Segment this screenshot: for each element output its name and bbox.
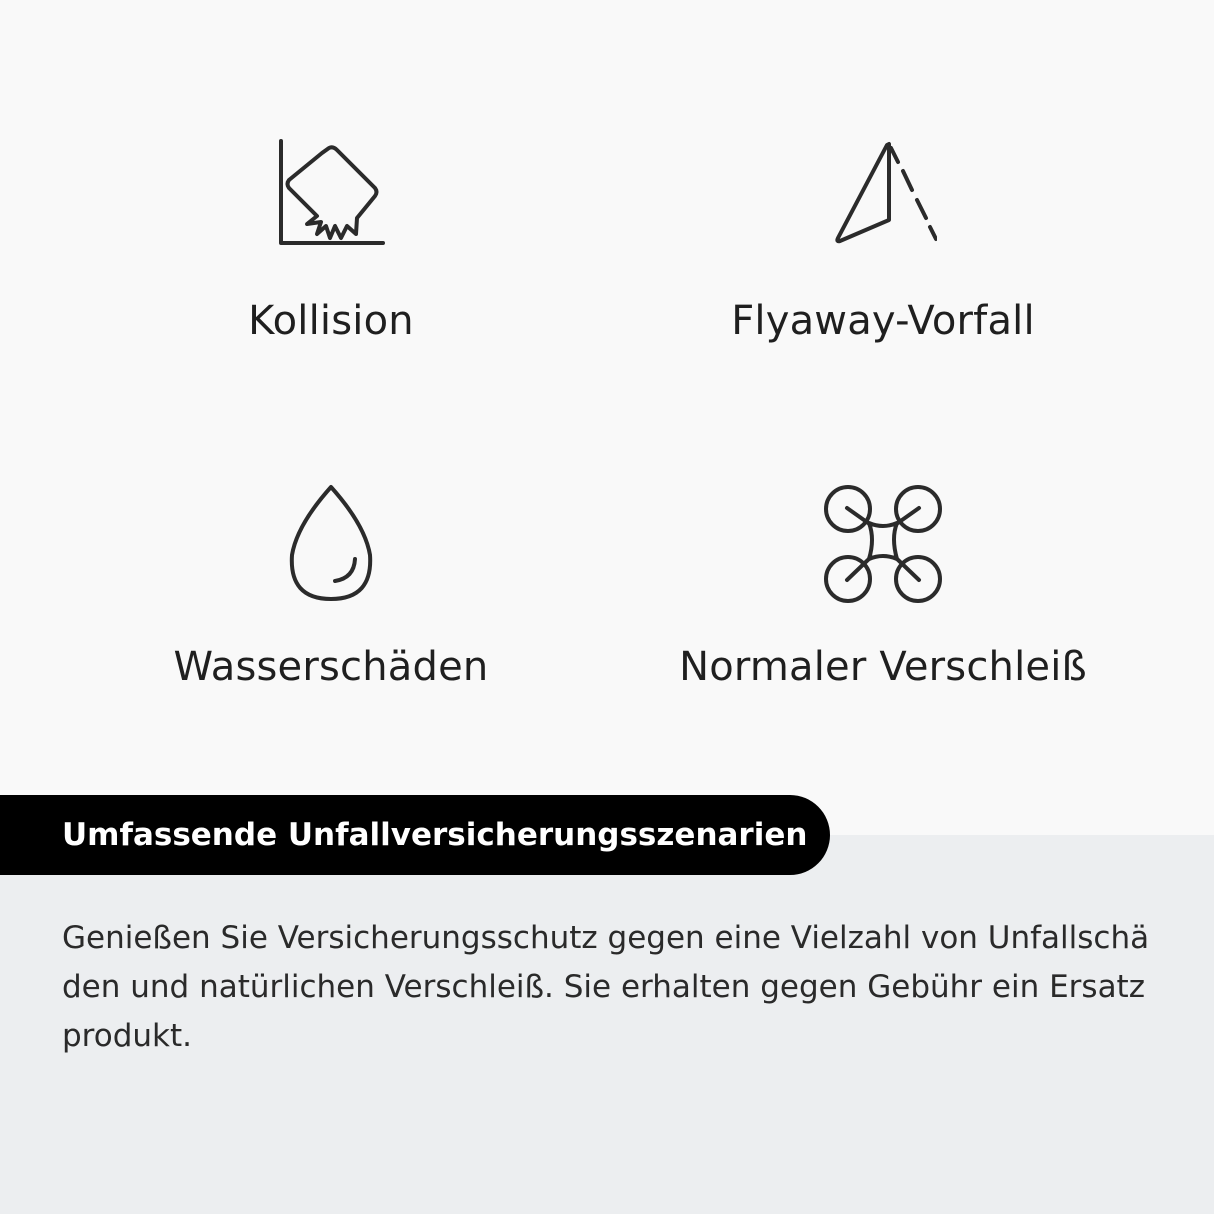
banner-title: Umfassende Unfallversicherungsszenarien [62,817,808,853]
flyaway-icon [829,138,937,248]
description-text: Genießen Sie Versicherungsschutz gegen eine Vielzahl von Unfallschäden und natürlichen Verschleiß. Sie erhalten gegen Gebühr ein Ersatzprodukt. [62,920,1150,1054]
feature-label-water-damage: Wasserschäden [173,644,489,690]
water-drop-icon [277,483,385,603]
section-banner [0,795,830,875]
feature-wear-and-tear [623,483,1143,690]
feature-collision [71,138,591,344]
drone-icon [823,483,943,603]
feature-label-collision: Kollision [248,298,414,344]
collision-icon [277,138,385,248]
feature-label-flyaway: Flyaway-Vorfall [731,298,1035,344]
feature-flyaway [623,138,1143,344]
feature-water-damage [71,483,591,690]
feature-label-wear-and-tear: Normaler Verschleiß [679,644,1087,690]
